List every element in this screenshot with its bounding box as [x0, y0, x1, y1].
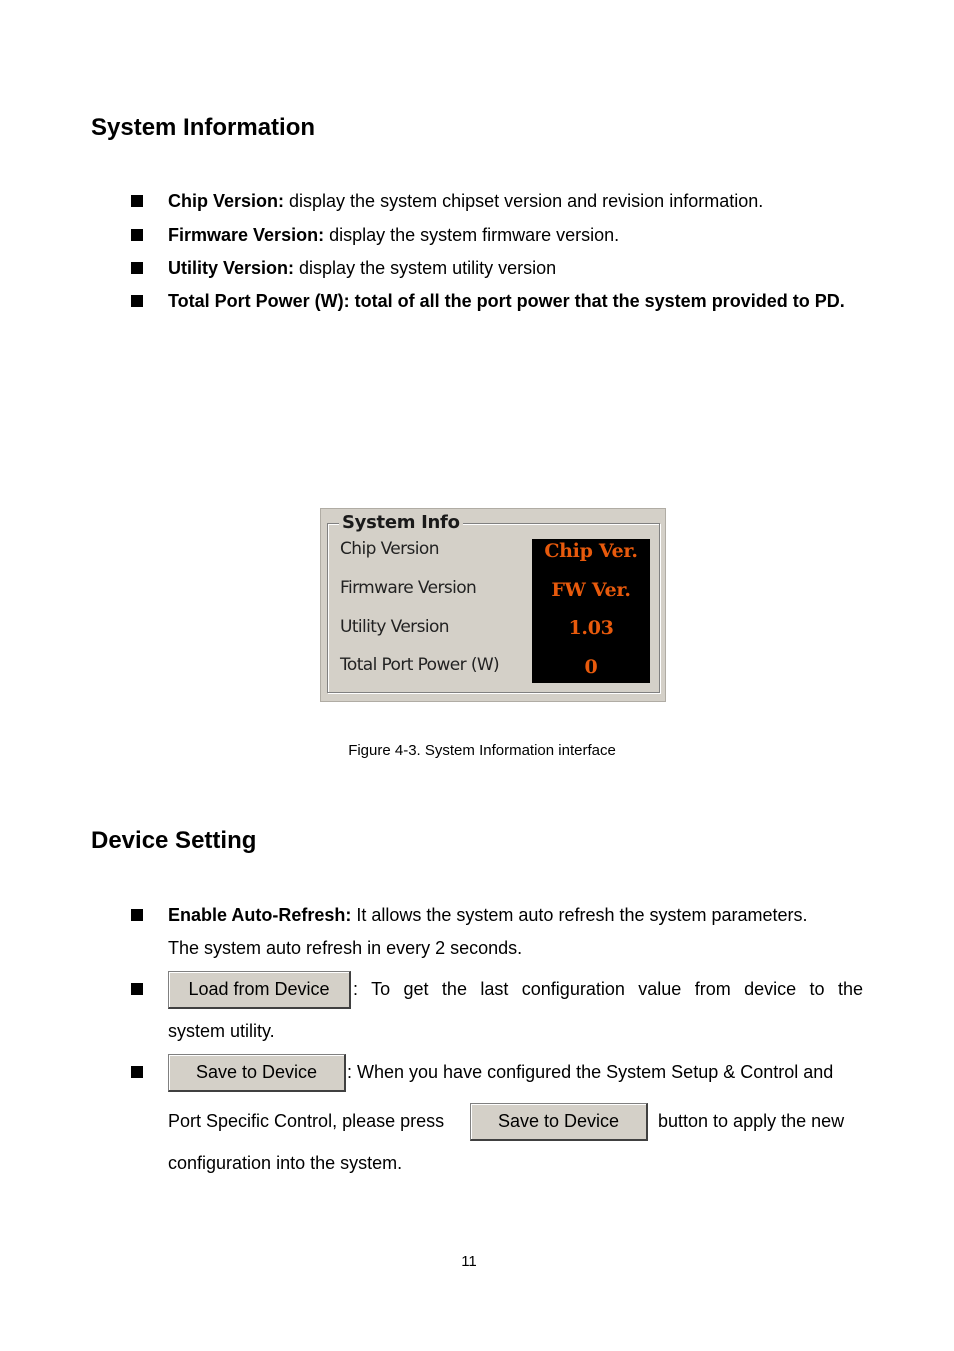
- bullet-icon: [131, 909, 143, 921]
- label-total-port-power: Total Port Power (W): [340, 655, 500, 675]
- bullet-icon: [131, 262, 143, 274]
- group-title: System Info: [339, 512, 463, 533]
- label-chip-version: Chip Version: [340, 539, 439, 559]
- section-title-device-setting: Device Setting: [91, 827, 257, 854]
- label-firmware-version: Firmware Version: [340, 578, 477, 598]
- system-info-panel: [320, 508, 666, 702]
- term: Firmware Version:: [168, 225, 325, 245]
- bullet-icon: [131, 295, 143, 307]
- list-item-utility-version: [168, 257, 556, 279]
- value-total-port-power: 0: [584, 656, 598, 678]
- save-description-line2b: button to apply the new: [658, 1111, 845, 1131]
- bullet-icon: [131, 983, 143, 995]
- section-title-system-information: System Information: [91, 114, 316, 141]
- load-from-device-button[interactable]: Load from Device: [168, 971, 351, 1009]
- save-to-device-inline-button[interactable]: Save to Device: [470, 1103, 648, 1141]
- term: Utility Version:: [168, 258, 295, 278]
- description: display the system chipset version and revision information.: [284, 191, 764, 211]
- lcd-display: [532, 539, 650, 683]
- list-item-auto-refresh: [168, 904, 808, 926]
- load-description: : To get the last configuration value from device to the: [353, 979, 863, 999]
- save-description-line2a: Port Specific Control, please press: [168, 1111, 445, 1131]
- description: display the system utility version: [294, 258, 557, 278]
- bullet-icon: [131, 229, 143, 241]
- list-item-chip-version: [168, 190, 763, 212]
- term: Enable Auto-Refresh:: [168, 905, 352, 925]
- page-number: 11: [461, 1253, 477, 1270]
- label-utility-version: Utility Version: [340, 617, 449, 637]
- auto-refresh-line2: The system auto refresh in every 2 seconds.: [168, 938, 523, 958]
- value-utility-version: 1.03: [568, 617, 614, 639]
- list-item-total-port-power: [168, 290, 845, 312]
- load-description-line2: system utility.: [168, 1021, 275, 1041]
- description: It allows the system auto refresh the system parameters.: [351, 905, 808, 925]
- description: display the system firmware version.: [324, 225, 620, 245]
- caption-text: Figure 4-3. System Information interface: [348, 742, 616, 759]
- value-firmware-version: FW Ver.: [551, 579, 631, 601]
- save-description: : When you have configured the System Setup & Control and: [347, 1062, 834, 1082]
- term: Total Port Power (W): total of all the port power that the system provided to PD.: [168, 291, 845, 311]
- list-item-firmware-version: [168, 224, 619, 246]
- save-description-line3: configuration into the system.: [168, 1153, 403, 1173]
- value-chip-version: Chip Ver.: [544, 540, 638, 562]
- save-to-device-button[interactable]: Save to Device: [168, 1054, 346, 1092]
- bullet-icon: [131, 195, 143, 207]
- term: Chip Version:: [168, 191, 285, 211]
- figure-caption: [0, 742, 954, 759]
- bullet-icon: [131, 1066, 143, 1078]
